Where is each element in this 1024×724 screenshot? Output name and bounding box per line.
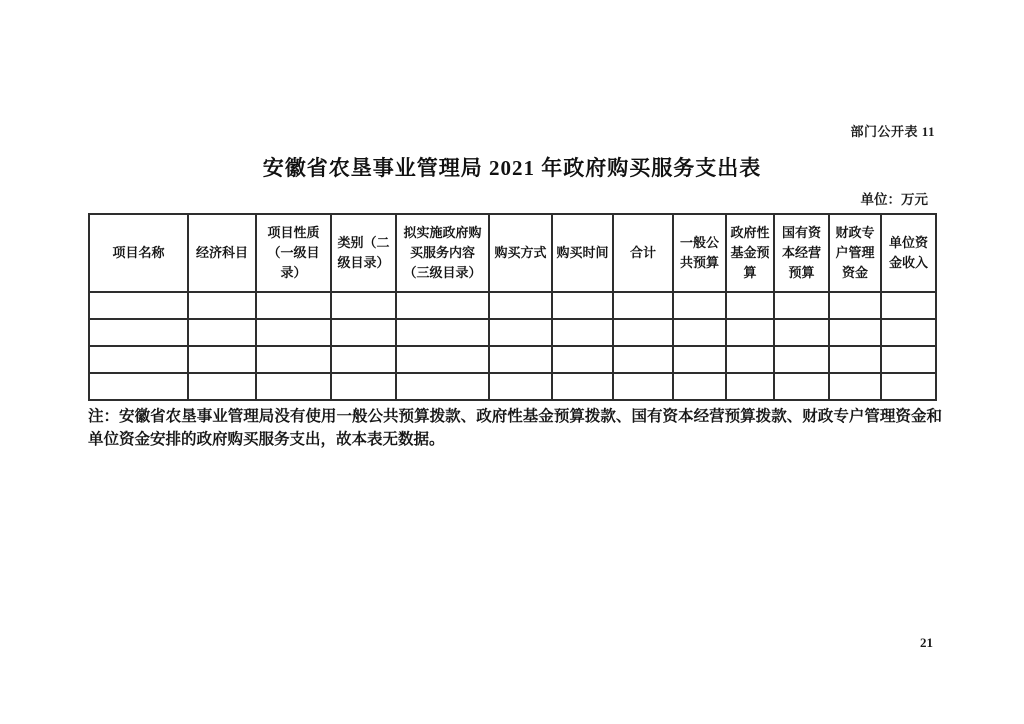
table-cell bbox=[552, 373, 613, 400]
table-cell bbox=[396, 292, 489, 319]
table-cell bbox=[726, 373, 774, 400]
table-cell bbox=[829, 373, 881, 400]
table-cell bbox=[726, 346, 774, 373]
table-cell bbox=[489, 292, 552, 319]
table-cell bbox=[89, 292, 188, 319]
table-cell bbox=[726, 292, 774, 319]
note-text: 注：安徽省农垦事业管理局没有使用一般公共预算拨款、政府性基金预算拨款、国有资本经营预算拨款、财政专户管理资金和单位资金安排的政府购买服务支出，故本表无数据。 bbox=[88, 408, 942, 448]
table-body bbox=[89, 292, 936, 400]
table-cell bbox=[188, 319, 256, 346]
table-cell bbox=[673, 373, 726, 400]
table-cell bbox=[613, 373, 673, 400]
corner-label: 部门公开表 11 bbox=[850, 124, 935, 139]
table-cell bbox=[774, 346, 829, 373]
table-cell bbox=[396, 373, 489, 400]
table-cell bbox=[829, 292, 881, 319]
table-row bbox=[89, 319, 936, 346]
table-cell bbox=[489, 319, 552, 346]
table-cell bbox=[829, 319, 881, 346]
column-header: 单位资金收入 bbox=[881, 214, 936, 292]
table-cell bbox=[256, 346, 331, 373]
column-header: 类别（二级目录） bbox=[331, 214, 396, 292]
table-cell bbox=[881, 373, 936, 400]
unit-label: 单位：万元 bbox=[860, 192, 928, 207]
table-cell bbox=[552, 319, 613, 346]
table-cell bbox=[256, 292, 331, 319]
table-row bbox=[89, 292, 936, 319]
table-cell bbox=[396, 319, 489, 346]
table-cell bbox=[673, 319, 726, 346]
column-header: 购买方式 bbox=[489, 214, 552, 292]
table-cell bbox=[489, 346, 552, 373]
column-header: 政府性基金预算 bbox=[726, 214, 774, 292]
column-header: 一般公共预算 bbox=[673, 214, 726, 292]
page-title: 安徽省农垦事业管理局 2021 年政府购买服务支出表 bbox=[262, 156, 762, 180]
table-cell bbox=[613, 292, 673, 319]
table-cell bbox=[673, 346, 726, 373]
column-header: 合计 bbox=[613, 214, 673, 292]
table-row bbox=[89, 346, 936, 373]
table-cell bbox=[613, 319, 673, 346]
table-cell bbox=[552, 346, 613, 373]
table-row bbox=[89, 373, 936, 400]
column-header: 财政专户管理资金 bbox=[829, 214, 881, 292]
column-header: 经济科目 bbox=[188, 214, 256, 292]
table-cell bbox=[726, 319, 774, 346]
table-cell bbox=[774, 319, 829, 346]
table-cell bbox=[829, 346, 881, 373]
table-cell bbox=[331, 319, 396, 346]
column-header: 拟实施政府购买服务内容（三级目录） bbox=[396, 214, 489, 292]
table-cell bbox=[774, 373, 829, 400]
table-cell bbox=[673, 292, 726, 319]
table-cell bbox=[256, 319, 331, 346]
column-header: 购买时间 bbox=[552, 214, 613, 292]
table-cell bbox=[396, 346, 489, 373]
table-cell bbox=[331, 373, 396, 400]
page-number: 21 bbox=[920, 635, 933, 650]
table-cell bbox=[89, 346, 188, 373]
expenditure-table bbox=[88, 213, 937, 401]
table-cell bbox=[489, 373, 552, 400]
table-cell bbox=[881, 319, 936, 346]
table-cell bbox=[881, 292, 936, 319]
table-cell bbox=[89, 373, 188, 400]
table-cell bbox=[881, 346, 936, 373]
table-cell bbox=[331, 292, 396, 319]
column-header: 项目性质（一级目录） bbox=[256, 214, 331, 292]
table-cell bbox=[188, 292, 256, 319]
table-cell bbox=[256, 373, 331, 400]
table-cell bbox=[188, 373, 256, 400]
table-cell bbox=[552, 292, 613, 319]
table-cell bbox=[188, 346, 256, 373]
column-header: 国有资本经营预算 bbox=[774, 214, 829, 292]
table-cell bbox=[613, 346, 673, 373]
table-header-row bbox=[89, 214, 936, 292]
column-header: 项目名称 bbox=[89, 214, 188, 292]
table-cell bbox=[89, 319, 188, 346]
table-cell bbox=[774, 292, 829, 319]
table-cell bbox=[331, 346, 396, 373]
